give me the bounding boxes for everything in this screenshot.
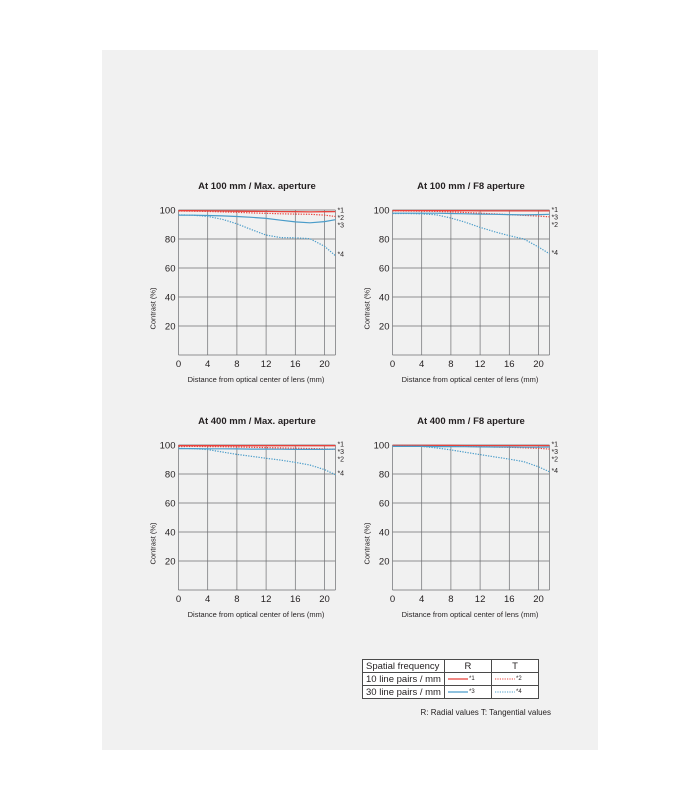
series-end-label: *4 bbox=[337, 251, 345, 259]
series-end-label: *4 bbox=[337, 470, 345, 478]
x-tick-label: 20 bbox=[533, 594, 544, 605]
x-tick-label: 0 bbox=[389, 594, 396, 605]
legend-header-row bbox=[363, 660, 539, 673]
legend-swatch-2 bbox=[491, 673, 538, 686]
x-tick-label: 12 bbox=[474, 359, 486, 370]
series-line-star4 bbox=[179, 448, 336, 475]
legend-row-30lp bbox=[363, 686, 539, 699]
x-tick-label: 20 bbox=[319, 359, 330, 370]
legend-table bbox=[362, 659, 539, 699]
series-end-label: *1 bbox=[551, 206, 559, 214]
y-tick-label: 20 bbox=[164, 556, 176, 568]
chart-title-3: At 400 mm / F8 aperture bbox=[417, 416, 525, 427]
x-tick-label: 4 bbox=[419, 594, 425, 605]
x-tick-label: 0 bbox=[175, 594, 182, 605]
y-tick-label: 100 bbox=[373, 205, 390, 217]
x-tick-label: 12 bbox=[260, 359, 272, 370]
solid-red-line-swatch bbox=[448, 676, 468, 682]
legend-code-1: *1 bbox=[468, 675, 475, 682]
y-tick-label: 40 bbox=[164, 527, 176, 539]
series-end-label: *3 bbox=[551, 214, 559, 222]
x-tick-label: 0 bbox=[175, 359, 182, 370]
legend-label-10lp: 10 line pairs / mm bbox=[363, 673, 445, 686]
y-tick-label: 80 bbox=[378, 234, 390, 246]
x-tick-label: 8 bbox=[448, 594, 454, 605]
y-axis-label: Contrast (%) bbox=[148, 522, 158, 565]
x-axis-label: Distance from optical center of lens (mm) bbox=[401, 375, 539, 384]
series-line-star4 bbox=[393, 446, 550, 472]
series-end-label: *3 bbox=[337, 222, 345, 230]
x-tick-label: 16 bbox=[504, 594, 515, 605]
x-tick-label: 8 bbox=[234, 359, 240, 370]
x-tick-label: 16 bbox=[290, 594, 301, 605]
series-end-label: *4 bbox=[551, 249, 559, 257]
y-tick-label: 20 bbox=[164, 321, 176, 333]
series-end-label: *2 bbox=[551, 221, 559, 229]
series-end-label: *3 bbox=[337, 449, 345, 457]
series-end-label: *2 bbox=[337, 456, 345, 464]
series-end-label: *4 bbox=[551, 467, 559, 475]
x-axis-label: Distance from optical center of lens (mm) bbox=[187, 375, 325, 384]
y-tick-label: 80 bbox=[378, 469, 390, 481]
x-tick-label: 20 bbox=[533, 359, 544, 370]
chart-title-2: At 400 mm / Max. aperture bbox=[198, 416, 316, 427]
x-tick-label: 20 bbox=[319, 594, 330, 605]
x-tick-label: 12 bbox=[474, 594, 486, 605]
series-line-star4 bbox=[179, 215, 336, 256]
legend-header-t: T bbox=[491, 660, 538, 673]
legend-row-10lp bbox=[363, 673, 539, 686]
dotted-red-line-swatch bbox=[495, 676, 515, 682]
y-tick-label: 100 bbox=[373, 440, 390, 452]
legend-code-4: *4 bbox=[515, 688, 522, 695]
chart-title-0: At 100 mm / Max. aperture bbox=[198, 181, 316, 192]
x-tick-label: 8 bbox=[448, 359, 454, 370]
legend-header-r: R bbox=[444, 660, 491, 673]
x-axis-label: Distance from optical center of lens (mm) bbox=[401, 610, 539, 619]
y-tick-label: 80 bbox=[164, 234, 176, 246]
series-end-label: *1 bbox=[551, 441, 559, 449]
y-tick-label: 20 bbox=[378, 321, 390, 333]
y-tick-label: 80 bbox=[164, 469, 176, 481]
x-tick-label: 0 bbox=[389, 359, 396, 370]
legend-note: R: Radial values T: Tangential values bbox=[420, 708, 551, 717]
y-tick-label: 60 bbox=[378, 263, 390, 275]
y-axis-label: Contrast (%) bbox=[148, 287, 158, 330]
series-end-label: *1 bbox=[337, 207, 345, 215]
legend-header-frequency: Spatial frequency bbox=[363, 660, 445, 673]
legend-code-2: *2 bbox=[515, 675, 522, 682]
x-tick-label: 4 bbox=[205, 594, 211, 605]
x-tick-label: 12 bbox=[260, 594, 272, 605]
x-tick-label: 4 bbox=[419, 359, 425, 370]
y-axis-label: Contrast (%) bbox=[362, 522, 372, 565]
y-axis-label: Contrast (%) bbox=[362, 287, 372, 330]
dotted-blue-line-swatch bbox=[495, 689, 515, 695]
legend-swatch-4 bbox=[491, 686, 538, 699]
legend-swatch-1 bbox=[444, 673, 491, 686]
y-tick-label: 60 bbox=[378, 498, 390, 510]
legend-label-30lp: 30 line pairs / mm bbox=[363, 686, 445, 699]
y-tick-label: 60 bbox=[164, 263, 176, 275]
y-tick-label: 40 bbox=[164, 292, 176, 304]
x-tick-label: 16 bbox=[504, 359, 515, 370]
y-tick-label: 100 bbox=[159, 205, 176, 217]
y-tick-label: 100 bbox=[159, 440, 176, 452]
x-tick-label: 8 bbox=[234, 594, 240, 605]
x-tick-label: 16 bbox=[290, 359, 301, 370]
y-tick-label: 40 bbox=[378, 292, 390, 304]
series-end-label: *2 bbox=[551, 456, 559, 464]
y-tick-label: 60 bbox=[164, 498, 176, 510]
solid-blue-line-swatch bbox=[448, 689, 468, 695]
legend-code-3: *3 bbox=[468, 688, 475, 695]
series-line-star4 bbox=[393, 214, 550, 254]
series-end-label: *2 bbox=[337, 215, 345, 223]
y-tick-label: 40 bbox=[378, 527, 390, 539]
series-end-label: *1 bbox=[337, 441, 345, 449]
legend-swatch-3 bbox=[444, 686, 491, 699]
x-axis-label: Distance from optical center of lens (mm) bbox=[187, 610, 325, 619]
x-tick-label: 4 bbox=[205, 359, 211, 370]
chart-title-1: At 100 mm / F8 aperture bbox=[417, 181, 525, 192]
series-end-label: *3 bbox=[551, 449, 559, 457]
y-tick-label: 20 bbox=[378, 556, 390, 568]
